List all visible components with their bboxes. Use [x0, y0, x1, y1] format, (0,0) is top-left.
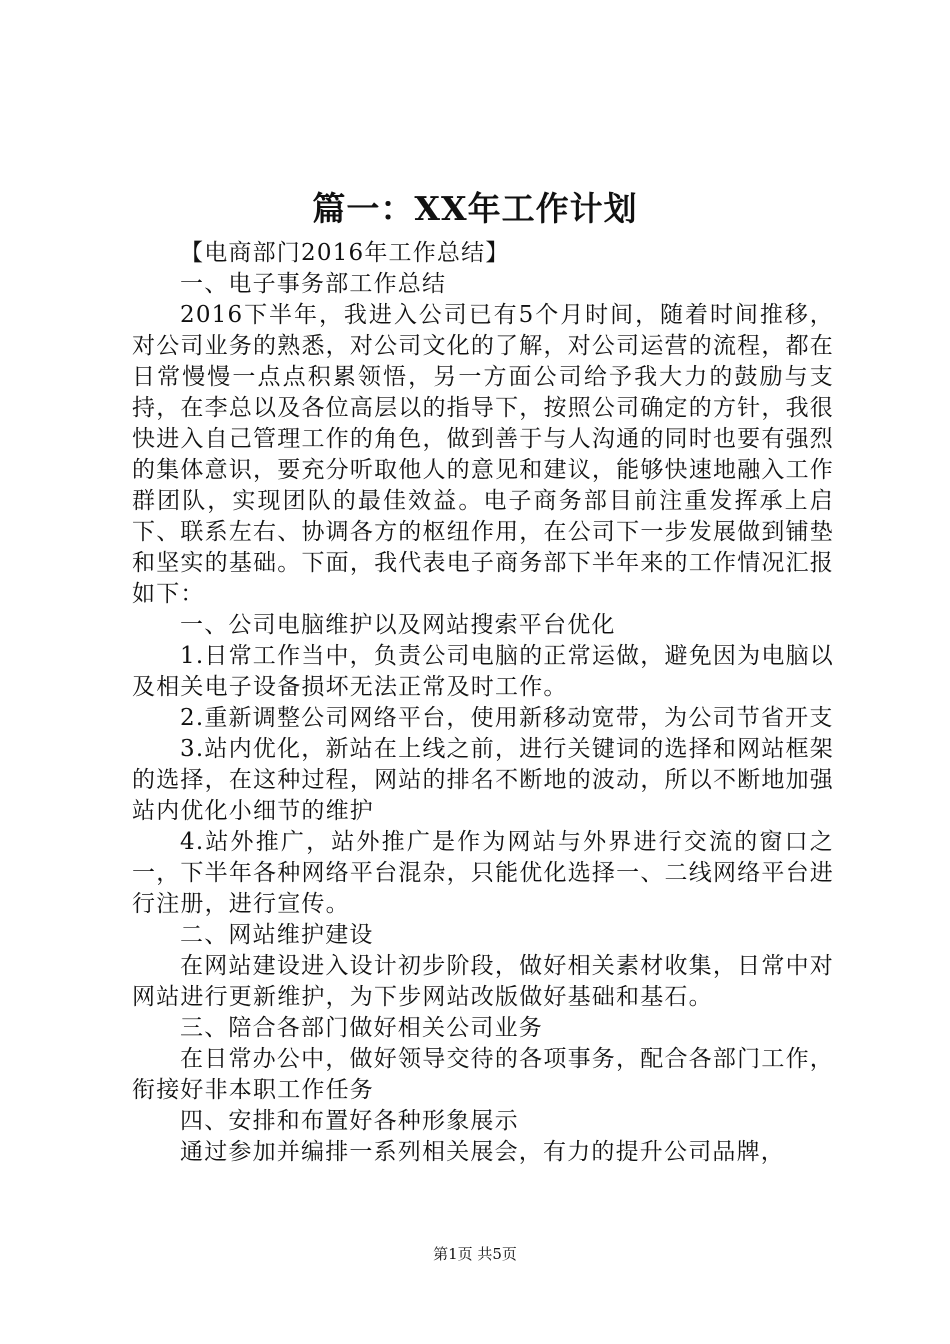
body-paragraph: 通过参加并编排一系列相关展会，有力的提升公司品牌， [180, 1139, 785, 1165]
section-heading-bracket: 【电商部门2016年工作总结】 [180, 240, 510, 266]
section-heading: 一、电子事务部工作总结 [180, 271, 447, 297]
section-heading: 三、陪合各部门做好相关公司业务 [180, 1015, 543, 1041]
body-paragraph: 在日常办公中，做好领导交待的各项事务，配合各部门工作，衔接好非本职工作任务 [132, 1046, 834, 1103]
section-heading: 四、安排和布置好各种形象展示 [180, 1108, 519, 1134]
page-footer: 第1页 共5页 [433, 1245, 517, 1263]
list-item: 3.站内优化，新站在上线之前，进行关键词的选择和网站框架的选择，在这种过程，网站的排名不断地的波动，所以不断地加强站内优化小细节的维护 [132, 736, 834, 824]
page-title: 篇一：XX年工作计划 [312, 189, 638, 228]
document-body [132, 238, 834, 1168]
section-heading: 一、公司电脑维护以及网站搜索平台优化 [180, 612, 616, 638]
body-paragraph: 在网站建设进入设计初步阶段，做好相关素材收集，日常中对网站进行更新维护，为下步网站改版做好基础和基石。 [132, 953, 834, 1010]
list-item: 1.日常工作当中，负责公司电脑的正常运做，避免因为电脑以及相关电子设备损坏无法正常及时工作。 [132, 643, 834, 700]
list-item: 4.站外推广，站外推广是作为网站与外界进行交流的窗口之一，下半年各种网络平台混杂，只能优化选择一、二线网络平台进行注册，进行宣传。 [132, 829, 834, 917]
body-paragraph: 2016下半年，我进入公司已有5个月时间，随着时间推移，对公司业务的熟悉，对公司文化的了解，对公司运营的流程，都在日常慢慢一点点积累领悟，另一方面公司给予我大力的鼓励与支持，在李总以及各位高层以的指导下，按照公司确定的方针，我很快进入自己管理工作的角色，做到善于与人沟通的同时也要有强烈的集体意识，要充分听取他人的意见和建议，能够快速地融入工作群团队，实现团队的最佳效益。电子商务部目前注重发挥承上启下、联系左右、协调各方的枢纽作用，在公司下一步发展做到铺垫和坚实的基础。下面，我代表电子商务部下半年来的工作情况汇报如下： [132, 302, 834, 607]
section-heading: 二、网站维护建设 [180, 922, 374, 948]
list-item: 2.重新调整公司网络平台，使用新移动宽带，为公司节省开支 [180, 705, 834, 731]
